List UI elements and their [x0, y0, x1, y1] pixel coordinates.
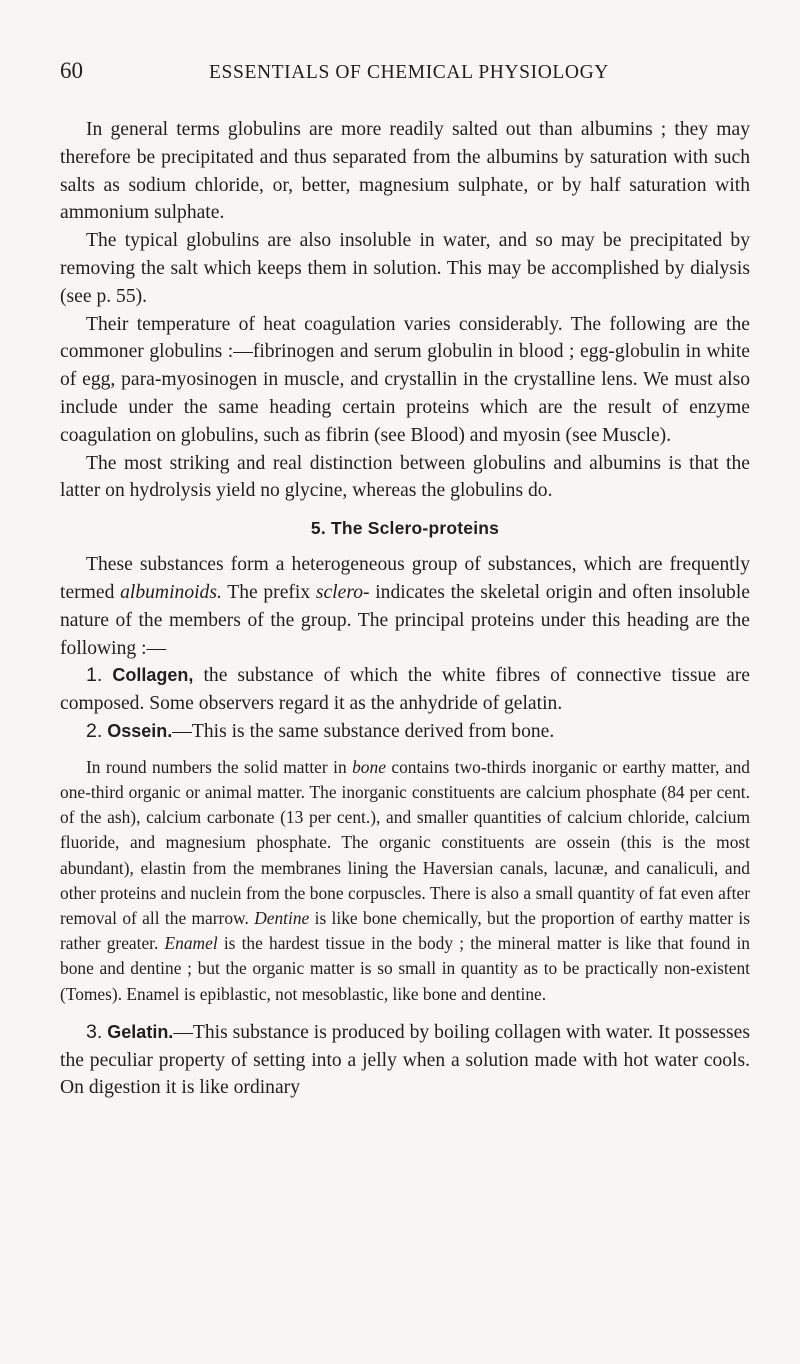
intro-text: These substances form a heterogeneous group of substances, which are frequently termed: [60, 554, 750, 603]
sclero-prefix: sclero-: [315, 581, 370, 603]
item-number: 3.: [86, 1020, 103, 1043]
bone-note: [60, 755, 750, 1007]
term-dentine: Dentine: [254, 907, 310, 928]
list-item-collagen: [60, 662, 750, 718]
paragraph-distinction: The most striking and real distinction between globulins and albumins is that the latter on hydrolysis yield no glycine, whereas the globulins do.: [60, 452, 750, 502]
item-text: —This substance is produced by boiling collagen with water. It possesses the peculiar property of setting into a jelly when a solution made with hot water cools. On digestion it is like ordinary: [60, 1021, 750, 1099]
term-enamel: Enamel: [164, 933, 218, 954]
paragraph-bone-composition: [60, 755, 750, 1007]
body-text: [60, 116, 750, 1102]
note-text: is like bone chemically, but the proportion of earthy matter is rather greater.: [60, 907, 751, 954]
book-page: [60, 58, 750, 1102]
term-ossein: Ossein.: [107, 720, 173, 741]
note-text: is the hardest tissue in the body ; the mineral matter is like that found in bone and dentine ; but the organic matter is so small in quantity as to be practically non-existent (Tomes). Enamel is epiblastic, not mesoblastic, like bone and dentine.: [60, 933, 750, 1004]
paragraph-coagulation: Their temperature of heat coagulation varies considerably. The following are the commoner globulins :—fibrinogen and serum globulin in blood ; egg-globulin in white of egg, para-myosinogen in muscle, and crystallin in the crystalline lens. We must also include under the same heading certain proteins which are the result of enzyme coagulation on globulins, such as fibrin (see Blood) and myosin (see Muscle).: [60, 313, 750, 446]
intro-text: indicates the skeletal origin and often insoluble nature of the members of the group. The principal proteins under this heading are the following :—: [60, 581, 750, 659]
item-text: the substance of which the white fibres of connective tissue are composed. Some observers regard it as the anhydride of gelatin.: [60, 665, 750, 715]
list-item-ossein: [60, 718, 750, 746]
term-bone: bone: [352, 756, 386, 777]
item-number: 2.: [86, 719, 103, 742]
item-number: 1.: [86, 664, 103, 687]
page-header: [60, 58, 750, 98]
note-text: In round numbers the solid matter in: [86, 756, 353, 777]
intro-text: The prefix: [221, 581, 316, 603]
item-text: —This is the same substance derived from bone.: [172, 720, 555, 742]
term-gelatin: Gelatin.: [107, 1021, 174, 1042]
paragraph-salting-out: In general terms globulins are more readily salted out than albumins ; they may therefore be precipitated and thus separated from the albumins by saturation with such salts as sodium chloride, or, better, magnesium sulphate, or by half saturation with ammonium sulphate.: [60, 119, 750, 224]
albuminoids-term: albuminoids.: [120, 581, 222, 603]
list-item-gelatin: [60, 1019, 750, 1102]
note-text: contains two-thirds inorganic or earthy matter, and one-third organic or animal matter. The inorganic constituents are calcium phosphate (84 per cent. of the ash), calcium carbonate (13 per cent.), and smaller quantities of calcium chloride, calcium fluoride, and magnesium phosphate. The organic constituents are ossein (this is the most abundant), elastin from the membranes lining the Haversian canals, lacunæ, and canaliculi, and other proteins and nuclein from the bone corpuscles. There is also a small quantity of fat even after removal of all the marrow.: [60, 756, 750, 928]
section-heading: 5. The Sclero-proteins: [310, 518, 500, 539]
paragraph-sclero-intro: [60, 551, 750, 662]
term-collagen: Collagen,: [112, 665, 194, 686]
paragraph-insoluble: The typical globulins are also insoluble in water, and so may be precipitated by removing the salt which keeps them in solution. This may be accomplished by dialysis (see p. 55).: [60, 230, 750, 307]
page-number: 60: [60, 58, 83, 83]
running-head: ESSENTIALS OF CHEMICAL PHYSIOLOGY: [209, 62, 609, 83]
